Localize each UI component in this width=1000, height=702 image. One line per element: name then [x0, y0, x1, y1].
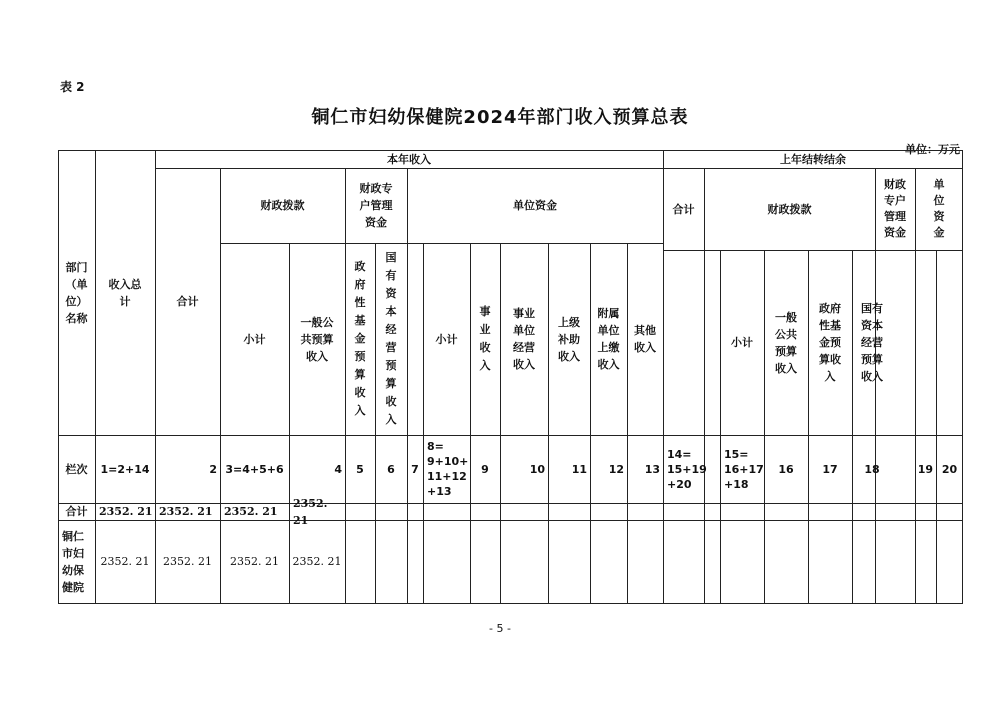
header-business-income: 事 业 收 入: [479, 305, 491, 372]
page-number: - 5 -: [489, 622, 511, 635]
header-current-year-income: 本年收入: [387, 152, 431, 166]
row-total-total-income: 2352. 21: [99, 505, 153, 518]
header-py-subtotal: 小计: [731, 336, 753, 349]
column-number-label: 栏次: [65, 462, 88, 476]
header-unit-subtotal: 小计: [435, 332, 458, 346]
column-number-5: 5: [356, 462, 364, 476]
header-unit-funds: 单位资金: [513, 199, 557, 212]
column-number-13: 13: [644, 462, 660, 476]
column-number-10: 10: [529, 462, 545, 476]
header-affiliated-unit-payment: 附属 单位 上缴 收入: [597, 307, 620, 371]
unit-label: 单位：万元: [905, 143, 960, 156]
column-number-11: 11: [571, 462, 587, 476]
header-fiscal-allocation: 财政拨款: [260, 199, 305, 212]
row-total-fiscal-subtotal: 2352. 21: [224, 505, 278, 518]
column-number-1: 1=2+14: [100, 462, 150, 476]
header-dept-name: 部门 （单 位） 名称: [65, 260, 88, 325]
column-number-17: 17: [822, 462, 838, 476]
row-total-general-public: 2352. 21: [293, 496, 328, 527]
column-number-3: 3=4+5+6: [225, 462, 284, 476]
header-py-gov-fund: 政府 性基 金预 算收 入: [819, 302, 841, 383]
column-number-4: 4: [334, 462, 342, 476]
header-superior-subsidy: 上级 补助 收入: [558, 315, 580, 363]
header-py-fiscal-allocation: 财政拨款: [767, 202, 812, 216]
column-number-14: 14= 15+19 +20: [667, 447, 707, 491]
page-title: 铜仁市妇幼保健院2024年部门收入预算总表: [311, 107, 689, 128]
row-hospital-general-public: 2352. 21: [292, 555, 342, 568]
row-hospital-total-income: 2352. 21: [100, 555, 150, 568]
table-label: 表 2: [60, 80, 85, 94]
header-gov-fund-budget: 政 府 性 基 金 预 算 收 入: [354, 260, 366, 417]
row-total-total: 2352. 21: [159, 505, 213, 518]
column-number-15: 15= 16+17 +18: [724, 447, 764, 491]
header-prior-year-carryover: 上年结转结余: [780, 152, 846, 166]
header-other-income: 其他 收入: [634, 324, 656, 354]
column-number-20: 20: [941, 462, 958, 476]
row-hospital-total: 2352. 21: [163, 555, 212, 568]
column-number-7: 7: [411, 462, 419, 476]
column-number-2: 2: [209, 462, 217, 476]
column-number-18: 18: [864, 462, 880, 476]
header-py-total: 合计: [672, 202, 695, 216]
header-fiscal-special-funds: 财政专 户管理 资金: [359, 182, 393, 229]
header-business-unit-operating: 事业 单位 经营 收入: [513, 307, 535, 371]
header-total: 合计: [176, 295, 199, 308]
header-py-fiscal-special: 财政 专户 管理 资金: [884, 178, 906, 239]
header-py-state-capital: 国有 资本 经营 预算 收入: [861, 302, 883, 383]
row-hospital-fiscal-subtotal: 2352. 21: [230, 555, 279, 568]
column-number-6: 6: [387, 462, 395, 476]
header-state-capital-budget: 国 有 资 本 经 营 预 算 收 入: [385, 251, 397, 426]
header-total-income: 收入总 计: [108, 277, 142, 308]
header-general-public-budget: 一般公 共预算 收入: [300, 315, 334, 363]
column-number-12: 12: [608, 462, 624, 476]
row-total-name: 合计: [65, 505, 88, 518]
column-number-8: 8= 9+10+ 11+12 +13: [427, 440, 469, 498]
column-number-19: 19: [917, 462, 933, 476]
header-subtotal: 小计: [243, 332, 266, 346]
column-number-9: 9: [481, 462, 489, 476]
row-hospital-name: 铜仁 市妇 幼保 健院: [62, 529, 84, 594]
header-py-general-public: 一般 公共 预算 收入: [775, 310, 797, 375]
header-py-unit-funds: 单 位 资 金: [933, 178, 945, 239]
column-number-16: 16: [778, 462, 794, 476]
